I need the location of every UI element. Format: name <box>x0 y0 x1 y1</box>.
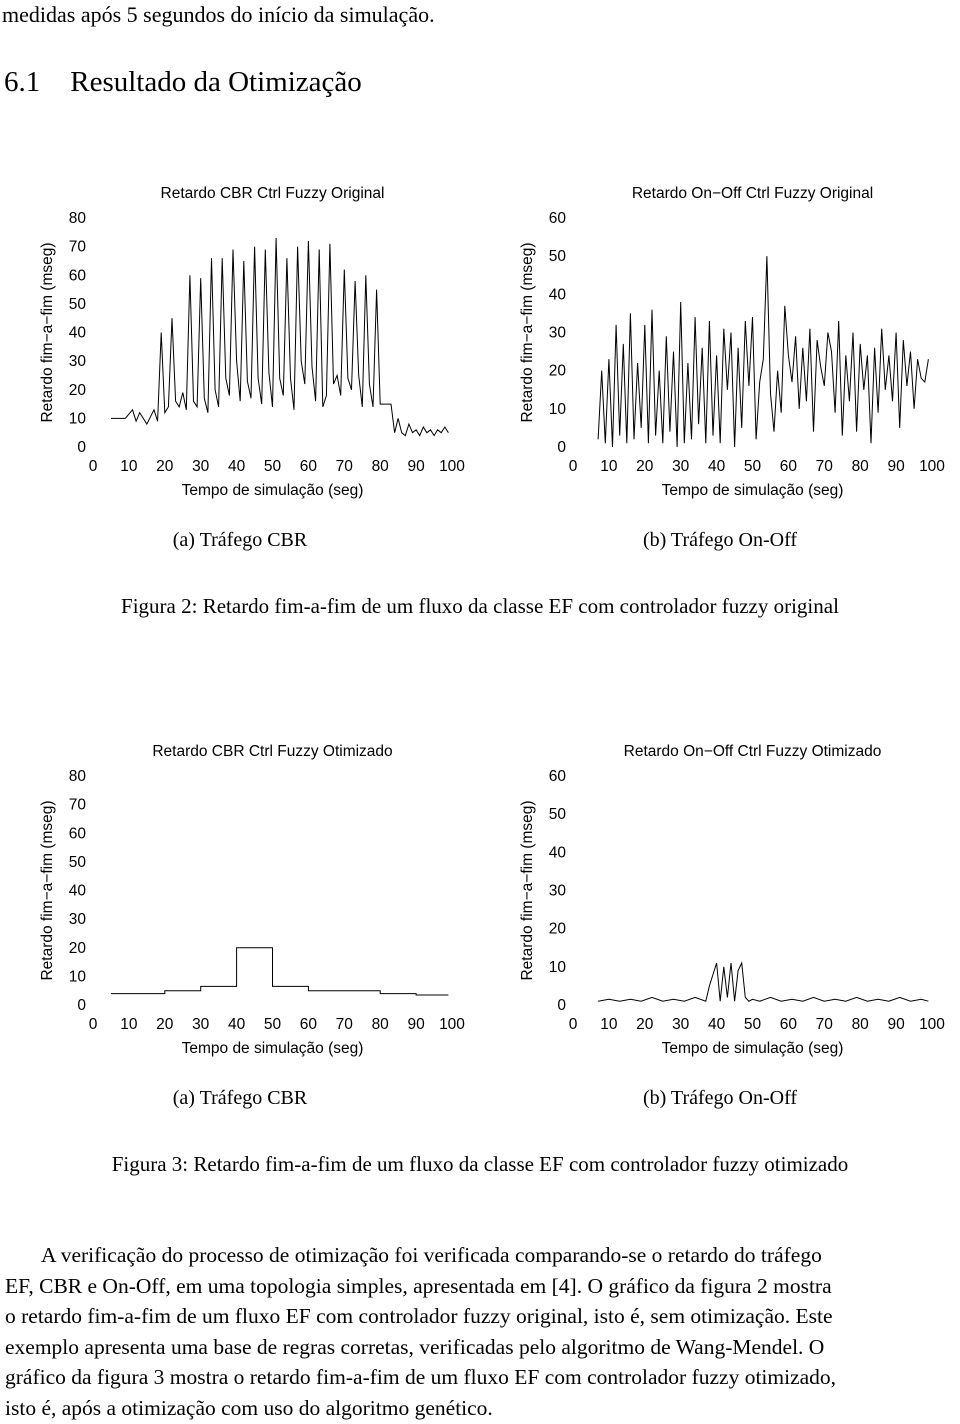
x-tick-label: 90 <box>887 458 905 475</box>
y-tick-label: 40 <box>548 286 566 304</box>
x-tick-label: 50 <box>263 458 282 475</box>
x-tick-label: 10 <box>600 458 618 475</box>
series-line <box>598 963 928 1001</box>
x-tick-label: 80 <box>851 1016 869 1033</box>
y-tick-label: 20 <box>548 920 566 938</box>
x-tick-label: 60 <box>299 1016 318 1033</box>
chart-title: Retardo CBR Ctrl Fuzzy Original <box>160 185 385 202</box>
chart-title: Retardo CBR Ctrl Fuzzy Otimizado <box>152 743 393 760</box>
section-heading <box>4 66 362 99</box>
chart-svg <box>480 175 960 535</box>
y-tick-label: 60 <box>68 825 86 843</box>
y-tick-label: 10 <box>548 400 566 418</box>
paragraph-line: exemplo apresenta uma base de regras corretas, verificadas pelo algoritmo de Wang-Mendel. O <box>5 1334 825 1359</box>
chart-svg <box>480 733 960 1093</box>
y-tick-label: 30 <box>68 911 86 929</box>
x-tick-label: 60 <box>779 458 798 475</box>
x-tick-label: 0 <box>568 458 578 475</box>
x-tick-label: 80 <box>371 1016 389 1033</box>
y-axis-label: Retardo fim−a−fim (mseg) <box>39 800 56 981</box>
x-tick-label: 80 <box>371 458 389 475</box>
y-tick-label: 20 <box>68 939 86 957</box>
y-tick-label: 40 <box>548 844 566 862</box>
series-line <box>111 948 448 995</box>
x-tick-label: 70 <box>335 458 353 475</box>
y-tick-label: 60 <box>548 768 566 785</box>
chart-svg <box>0 175 480 535</box>
x-tick-label: 30 <box>672 458 690 475</box>
figure-caption: Figura 2: Retardo fim-a-fim de um fluxo da classe EF com controlador fuzzy original <box>121 594 839 618</box>
y-tick-label: 0 <box>77 439 86 456</box>
y-tick-label: 70 <box>68 796 86 814</box>
x-tick-label: 40 <box>227 458 246 475</box>
x-axis-label: Tempo de simulação (seg) <box>661 1040 844 1057</box>
x-tick-label: 90 <box>887 1016 905 1033</box>
y-axis-label: Retardo fim−a−fim (mseg) <box>519 242 536 423</box>
x-tick-label: 40 <box>707 1016 726 1033</box>
y-tick-label: 0 <box>77 997 86 1014</box>
y-axis-label: Retardo fim−a−fim (mseg) <box>39 242 56 423</box>
x-tick-label: 70 <box>815 1016 833 1033</box>
series-line <box>111 238 448 436</box>
x-tick-label: 60 <box>299 458 318 475</box>
chart-onoff-original <box>480 175 960 535</box>
y-tick-label: 80 <box>68 768 86 785</box>
y-tick-label: 50 <box>68 295 86 313</box>
subfigure-label: (a) Tráfego CBR <box>172 1087 308 1109</box>
y-axis-label: Retardo fim−a−fim (mseg) <box>519 800 536 981</box>
x-tick-label: 10 <box>600 1016 618 1033</box>
y-tick-label: 30 <box>548 324 566 342</box>
subfigure-label: (a) Tráfego CBR <box>172 529 308 551</box>
x-tick-label: 40 <box>227 1016 246 1033</box>
y-tick-label: 0 <box>557 439 566 456</box>
x-tick-label: 20 <box>636 1016 654 1033</box>
x-tick-label: 20 <box>636 458 654 475</box>
y-tick-label: 30 <box>548 882 566 900</box>
paragraph-line: isto é, após a otimização com uso do algoritmo genético. <box>5 1395 493 1420</box>
x-tick-label: 0 <box>88 458 98 475</box>
paragraph-line: gráfico da figura 3 mostra o retardo fim-a-fim de um fluxo EF com controlador fuzzy otimizado, <box>5 1365 837 1389</box>
x-tick-label: 40 <box>707 458 726 475</box>
intro-line: medidas após 5 segundos do início da simulação. <box>2 2 435 27</box>
series-line <box>598 256 928 447</box>
x-axis-label: Tempo de simulação (seg) <box>661 482 844 499</box>
x-axis-label: Tempo de simulação (seg) <box>181 482 364 499</box>
x-tick-label: 0 <box>88 1016 98 1033</box>
y-tick-label: 50 <box>548 248 566 266</box>
paragraph-line: o retardo fim-a-fim de um fluxo EF com controlador fuzzy original, isto é, sem otimização. Este <box>5 1304 833 1328</box>
y-tick-label: 50 <box>548 806 566 824</box>
chart-cbr-optimized <box>0 733 480 1093</box>
y-tick-label: 10 <box>68 968 86 986</box>
subfigure-label: (b) Tráfego On-Off <box>642 529 798 551</box>
x-tick-label: 30 <box>192 1016 210 1033</box>
chart-svg <box>0 733 480 1093</box>
y-tick-label: 70 <box>68 238 86 256</box>
chart-title: Retardo On−Off Ctrl Fuzzy Original <box>631 185 874 202</box>
x-tick-label: 10 <box>120 1016 138 1033</box>
y-tick-label: 50 <box>68 853 86 871</box>
y-tick-label: 10 <box>548 958 566 976</box>
x-tick-label: 30 <box>192 458 210 475</box>
y-tick-label: 60 <box>68 267 86 285</box>
x-tick-label: 90 <box>407 458 425 475</box>
y-tick-label: 60 <box>548 210 566 227</box>
section-number: 6.1 <box>4 66 41 98</box>
x-tick-label: 20 <box>156 1016 174 1033</box>
y-tick-label: 40 <box>68 324 86 342</box>
x-tick-label: 20 <box>156 458 174 475</box>
x-tick-label: 50 <box>263 1016 282 1033</box>
x-tick-label: 60 <box>779 1016 798 1033</box>
x-tick-label: 10 <box>120 458 138 475</box>
x-axis-label: Tempo de simulação (seg) <box>181 1040 364 1057</box>
x-tick-label: 30 <box>672 1016 690 1033</box>
x-tick-label: 100 <box>919 1016 945 1033</box>
y-tick-label: 10 <box>68 410 86 428</box>
y-tick-label: 20 <box>548 362 566 380</box>
x-tick-label: 80 <box>851 458 869 475</box>
figure-caption: Figura 3: Retardo fim-a-fim de um fluxo da classe EF com controlador fuzzy otimizado <box>111 1152 849 1176</box>
chart-onoff-optimized <box>480 733 960 1093</box>
x-tick-label: 50 <box>743 458 762 475</box>
chart-title: Retardo On−Off Ctrl Fuzzy Otimizado <box>623 743 882 760</box>
x-tick-label: 100 <box>439 1016 465 1033</box>
x-tick-label: 100 <box>919 458 945 475</box>
x-tick-label: 0 <box>568 1016 578 1033</box>
y-tick-label: 40 <box>68 882 86 900</box>
section-title: Resultado da Otimização <box>70 66 362 98</box>
x-tick-label: 90 <box>407 1016 425 1033</box>
subfigure-label: (b) Tráfego On-Off <box>642 1087 798 1109</box>
body-paragraph <box>5 1240 957 1423</box>
chart-cbr-original <box>0 175 480 535</box>
y-tick-label: 20 <box>68 381 86 399</box>
x-tick-label: 100 <box>439 458 465 475</box>
x-tick-label: 50 <box>743 1016 762 1033</box>
y-tick-label: 0 <box>557 997 566 1014</box>
paragraph-line: EF, CBR e On-Off, em uma topologia simples, apresentada em [4]. O gráfico da figura 2 mostra <box>5 1273 832 1298</box>
y-tick-label: 80 <box>68 210 86 227</box>
x-tick-label: 70 <box>335 1016 353 1033</box>
x-tick-label: 70 <box>815 458 833 475</box>
y-tick-label: 30 <box>68 353 86 371</box>
paragraph-line: A verificação do processo de otimização foi verificada comparando-se o retardo do tráfego <box>41 1243 822 1267</box>
